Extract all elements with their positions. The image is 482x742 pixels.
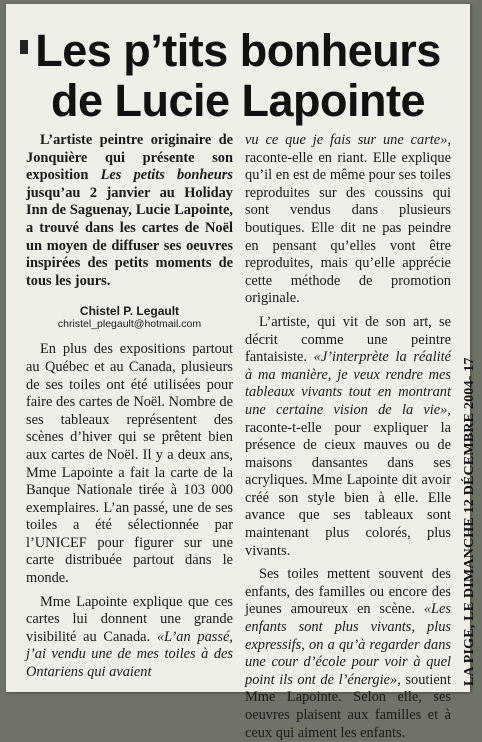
exhibition-title: Les petits bonheurs — [100, 167, 234, 184]
byline-email: christel_plegault@hotmail.com — [57, 318, 202, 331]
lead-text-end: jusqu’au 2 janvier au Holiday Inn de Saguenay, Lucie Lapointe, a trouvé dans les cartes de Noël un moyen de diffuser ses oeuvres inspirées des petits moments de tous les jours. — [26, 184, 233, 289]
paragraph-text: , raconte-elle en riant. Elle explique qu’il en est de même pour ses toiles reproduites sur des coussins qui sont vendus dans plusieurs boutiques. Elle dit ne pas peindre en pensant qu’elles vont être reproduites, mais qu’elle apprécie cette méthode de promotion originale. — [245, 132, 451, 307]
headline — [6, 26, 470, 126]
headline-line-2: de Lucie Lapointe — [50, 75, 426, 126]
publication-caption: LA PIGE, LE DIMANCHE 12 DÉCEMBRE 2004- 17 — [462, 357, 477, 686]
quote-text: «Les enfants sont plus vivants, plus expressifs, on a qu’à regarder dans une cour d’école pour voir à quel point ils ont de l’énergie» — [245, 601, 451, 688]
headline-line-1: Les p’tits bonheurs — [35, 25, 441, 76]
quote-text: «L’an passé, j’ai vendu une de mes toiles à des Ontariens qui avaient — [26, 628, 233, 681]
body-paragraph — [26, 594, 233, 682]
article-column-2 — [245, 132, 451, 742]
article-column-1 — [26, 132, 233, 682]
body-paragraph — [245, 314, 451, 560]
paragraph-text: L’artiste, qui vit de son art, se décrit comme une peintre fantaisiste. — [245, 313, 451, 366]
body-paragraph — [245, 566, 451, 742]
paragraph-text: Mme Lapointe explique que ces cartes lui donnent une grande visibilité au Canada. — [26, 593, 233, 645]
quote-text: «J’interprète la réalité à ma manière, je veux rendre mes tableaux vivants tout en montrant une certaine vision de la vie» — [245, 349, 451, 418]
paragraph-text: , raconte-t-elle pour expliquer la présence de cieux mauves ou de maisons dansantes dans ses acryliques. Mme Lapointe dit avoir créé son style bien à elle. Elle avance que ses tableaux sont maintenant plus colorés, plus vivants. — [245, 401, 451, 559]
body-paragraph: En plus des expositions partout au Québec et au Canada, plusieurs de ses toiles ont été utilisées pour faire des cartes de Noël. Nombre de ses tableaux représentent des scènes d’hiver qui se prêtent bien aux cartes de Noël. Il y a deux ans, Mme Lapointe a fait la carte de la Banque Nationale tirée à 103 000 exemplaires. L’an passé, une de ses toiles a été sélectionnée par l’UNICEF pour figurer sur une carte distribuée partout dans le monde. — [26, 341, 233, 587]
byline — [26, 304, 233, 331]
lead-text-start: L’artiste peintre originaire de Jonquière qui présente son exposition — [26, 132, 233, 184]
body-paragraph — [245, 132, 451, 308]
paragraph-text: Ses toiles mettent souvent des enfants, des familles ou encore des jeunes amoureux en scène. — [245, 566, 451, 618]
newspaper-clipping — [6, 4, 477, 741]
byline-author: Chistel P. Legault — [79, 304, 180, 319]
quote-text: vu ce que je fais sur une carte» — [245, 132, 448, 148]
paragraph-text: , soutient Mme Lapointe. Selon elle, ses oeuvres plaisent aux familles et à ceux qui aiment les enfants. — [245, 671, 451, 741]
lead-paragraph — [26, 132, 233, 290]
